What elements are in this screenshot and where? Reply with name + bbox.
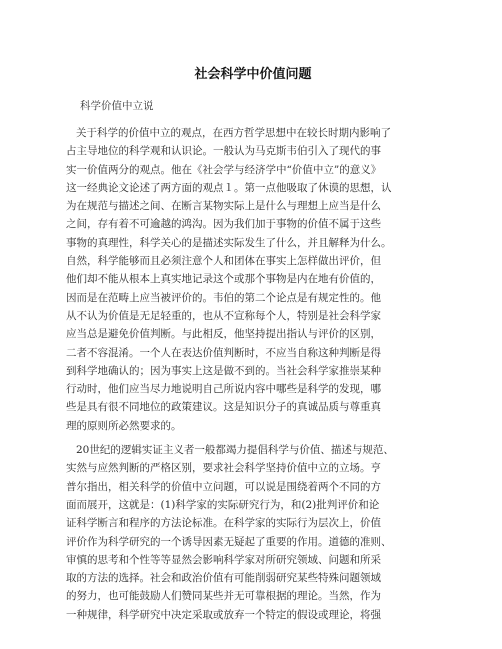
text-line: 一种规律，科学研究中决定采取或放弃一个特定的假设或理论，将强: [66, 608, 381, 621]
text-line: 因而是在范畴上应当被评价的。韦伯的第二个论点是有规定性的。他: [66, 291, 381, 304]
text-line: 事物的真理性，科学关心的是描述实际发生了什么，并且解释为什么。: [66, 236, 392, 249]
text-line: 审慎的思考和个性等等显然会影响科学家对所研究领域、问题和所采: [66, 553, 381, 566]
text-line: 为在规范与描述之间、在断言某物实际上是什么与理想上应当是什么: [66, 200, 381, 213]
text-line: 证科学断言和程序的方法论标准。在科学家的实际行为层次上，价值: [66, 517, 381, 530]
text-line: 之间，存有着不可逾越的鸿沟。因为我们加于事物的价值不属于这些: [66, 218, 381, 231]
text-line: 他们却不能从根本上真实地记录这个或那个事物是内在地有价值的，: [66, 273, 381, 286]
paragraph-2: [66, 441, 440, 624]
text-line: 实然与应然判断的严格区别，要求社会科学坚持价值中立的立场。亨: [66, 462, 381, 475]
text-line: 关于科学的价值中立的观点，在西方哲学思想中在较长时期内影响了: [76, 127, 391, 139]
text-line: 些是具有很不同地位的政策建议。这是知识分子的真诚品质与尊重真: [66, 401, 381, 414]
text-line: 20世纪的逻辑实证主义者一般都竭力提倡科学与价值、描述与规范、: [76, 444, 394, 457]
document-title: 社会科学中价值问题: [194, 67, 312, 82]
text-line: 实一价值两分的观点。他在《社会学与经济学中“价值中立”的意义》: [66, 163, 382, 176]
text-line: 评价作为科学研究的一个诱导因素无疑起了重要的作用。道德的准则、: [66, 535, 392, 548]
section-subtitle: 科学价值中立说: [80, 100, 154, 112]
paragraph-1: [66, 124, 440, 435]
text-line: 面而展开，这就是：(1)科学家的实际研究行为，和(2)批判评价和论: [66, 498, 380, 511]
text-line: 取的方法的选择。社会和政治价值有可能削弱研究某些特殊问题领域: [66, 572, 381, 585]
text-line: 行动时，他们应当尽力地说明自己所说内容中哪些是科学的发现，哪: [66, 383, 381, 396]
text-line: 占主导地位的科学观和认识论。一般认为马克斯韦伯引入了现代的事: [66, 145, 381, 158]
text-line: 从不认为价值是无足轻重的，也从不宣称每个人，特别是社会科学家: [66, 309, 381, 322]
text-line: 普尔指出，相关科学的价值中立问题，可以说是围绕着两个不同的方: [66, 480, 381, 493]
text-line: 理的原则所必然要求的。: [66, 419, 182, 432]
text-line: 应当总是避免价值判断。与此相反，他坚持提出指认与评价的区别，: [66, 328, 381, 341]
text-line: 的努力，也可能鼓励人们赞同某些并无可靠根据的理论。当然，作为: [66, 590, 381, 603]
text-line: 到科学地确认的；因为事实上这是做不到的。当社会科学家推崇某种: [66, 364, 381, 377]
text-line: 二者不容混淆。一个人在表达价值判断时，不应当自称这种判断是得: [66, 346, 381, 359]
text-line: 自然，科学能够而且必须注意个人和团体在事实上怎样做出评价，但: [66, 255, 381, 268]
document-body: [66, 124, 440, 624]
text-line: 这一经典论文论述了两方面的观点１。第一点他吸取了休谟的思想，认: [66, 181, 392, 194]
